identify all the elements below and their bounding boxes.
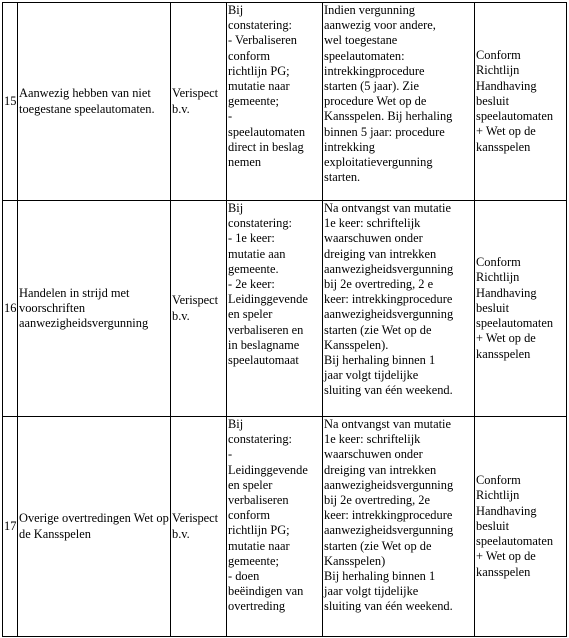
enforcement-table: [2, 2, 567, 637]
table-row: [3, 417, 567, 637]
follow-up-procedure: Na ontvangst van mutatie 1e keer: schriftelijk waarschuwen onder dreiging van intrekken aanwezigheidsvergunning bij 2e overtreding, 2e keer: intrekkingprocedure aanwezigheidsvergunning starten (zie Wet op de Kansspelen) Bij herhaling binnen 1 jaar volgt tijdelijke sluiting van één weekend.: [323, 417, 475, 637]
violation-description: Aanwezig hebben van niet toegestane speelautomaten.: [18, 3, 171, 201]
enforcing-organisation: Verispect b.v.: [171, 201, 227, 417]
legal-basis: Conform Richtlijn Handhaving besluit speelautomaten + Wet op de kansspelen: [475, 3, 567, 201]
action-on-detection: Bij constatering: - 1e keer: mutatie aan gemeente. - 2e keer: Leidinggevende en speler verbaliseren en in beslagname speelautomaat: [227, 201, 323, 417]
row-number: 16: [3, 201, 18, 417]
action-on-detection: Bij constatering: - Verbaliseren conform richtlijn PG; mutatie naar gemeente; - speelautomaten direct in beslag nemen: [227, 3, 323, 201]
follow-up-procedure: Indien vergunning aanwezig voor andere, wel toegestane speelautomaten: intrekkingprocedure starten (5 jaar). Zie procedure Wet op de Kansspelen. Bij herhaling binnen 5 jaar: procedure intrekking exploitatievergunning starten.: [323, 3, 475, 201]
row-number: 15: [3, 3, 18, 201]
enforcing-organisation: Verispect b.v.: [171, 417, 227, 637]
table-row: [3, 201, 567, 417]
violation-description: Overige overtredingen Wet op de Kansspelen: [18, 417, 171, 637]
legal-basis: Conform Richtlijn Handhaving besluit speelautomaten + Wet op de kansspelen: [475, 417, 567, 637]
row-number: 17: [3, 417, 18, 637]
violation-description: Handelen in strijd met voorschriften aanwezigheidsvergunning: [18, 201, 171, 417]
follow-up-procedure: Na ontvangst van mutatie 1e keer: schriftelijk waarschuwen onder dreiging van intrekken aanwezigheidsvergunning bij 2e overtreding, 2 e keer: intrekkingprocedure aanwezigheidsvergunning starten (zie Wet op de Kansspelen). Bij herhaling binnen 1 jaar volgt tijdelijke sluiting van één weekend.: [323, 201, 475, 417]
action-on-detection: Bij constatering: - Leidinggevende en speler verbaliseren conform richtlijn PG; mutatie naar gemeente; - doen beëindigen van overtreding: [227, 417, 323, 637]
enforcing-organisation: Verispect b.v.: [171, 3, 227, 201]
table-row: [3, 3, 567, 201]
legal-basis: Conform Richtlijn Handhaving besluit speelautomaten + Wet op de kansspelen: [475, 201, 567, 417]
